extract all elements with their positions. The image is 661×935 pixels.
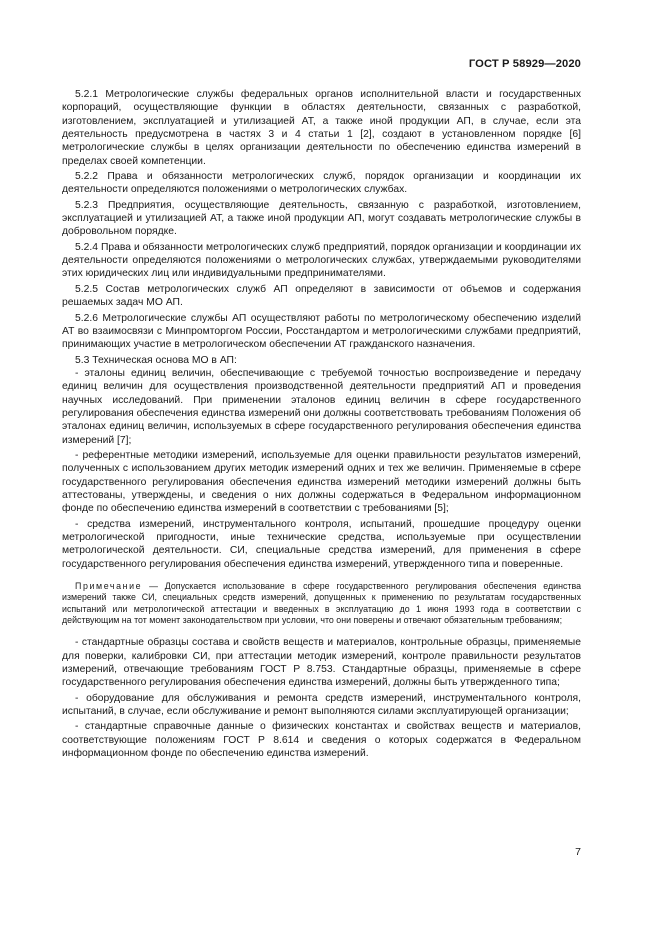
paragraph-5-2-2: 5.2.2 Права и обязанности метрологических служб, порядок организации и координации их деятельности определяются положениями о метрологических службах. (62, 171, 581, 196)
list-item-maintenance-equipment: - оборудование для обслуживания и ремонта средств измерений, инструментального контроля, испытаний, в случае, если обслуживание и ремонт выполняются силами эксплуатирующей организации; (62, 692, 581, 717)
paragraph-5-2-5: 5.2.5 Состав метрологических служб АП определяют в зависимости от объемов и содержания решаемых задач МО АП. (62, 283, 581, 309)
document-body (62, 88, 581, 762)
note-label: Примечание (75, 581, 143, 592)
paragraph-5-2-3: 5.2.3 Предприятия, осуществляющие деятельность, связанную с разработкой, изготовлением, эксплуатацией и утилизацией АТ, а также иной продукции АП, могут создавать метрологические службы в добровольном порядке. (62, 199, 581, 238)
list-item-standards: - эталоны единиц величин, обеспечивающие с требуемой точностью воспроизведение и передачу единиц величин для осуществления производственной деятельности предприятий АП и проведения научных исследований. При применении эталонов единиц величин в сфере государственного регулирования обеспечения единства измерений они должны соответствовать требованиям Положения об эталонах единиц величин, используемых в сфере государственного регулирования обеспечения единства измерений [7]; (62, 367, 581, 446)
paragraph-5-2-1: 5.2.1 Метрологические службы федеральных органов исполнительной власти и государственных корпораций, осуществляющие функции в областях деятельности, связанных с разработкой, изготовлением, эксплуатацией и утилизацией АТ, а также иной продукции АП, в случае, если эта деятельность предусмотрена в частях 3 и 4 статьи 1 [2], создают в установленном порядке [6] метрологические службы в целях организации деятельности по обеспечению единства измерений в пределах своей компетенции. (62, 89, 581, 167)
note-block (62, 581, 581, 626)
document-header: ГОСТ Р 58929—2020 (468, 58, 581, 70)
page-number: 7 (575, 846, 581, 858)
paragraph-5-3: 5.3 Техническая основа МО в АП: (75, 354, 237, 366)
paragraph-5-2-4: 5.2.4 Права и обязанности метрологических служб предприятий, порядок организации и координации их деятельности определяются положениями о метрологических службах, утверждаемыми руководителями этих юридических лиц или индивидуальными предпринимателями. (62, 241, 581, 280)
list-item-measuring-instruments: - средства измерений, инструментального контроля, испытаний, прошедшие процедуру оценки метрологической пригодности, иные технические средства, используемые при осуществлении метрологической деятельности. СИ, специальные средства измерений, для применения в сфере государственного регулирования обеспечения единства измерений, утвержденного типа и поверенные. (62, 518, 581, 570)
list-item-reference-methods: - референтные методики измерений, используемые для оценки правильности результатов измерений, полученных с использованием других методик измерений одних и тех же величин. Применяемые в сфере государственного регулирования обеспечения единства измерений методики измерений должны быть аттестованы, утверждены, и сведения о них должны содержаться в Федеральном информационном фонде по обеспечению единства измерений в соответствии с требованиями [5]; (62, 449, 581, 515)
paragraph-5-2-6: 5.2.6 Метрологические службы АП осуществляют работы по метрологическому обеспечению изделий АТ во взаимосвязи с Минпромторгом России, Росстандартом и метрологическими службами предприятий, принимающих участие в метрологическом обеспечении АТ гражданского назначения. (62, 312, 581, 351)
list-item-reference-materials: - стандартные образцы состава и свойств веществ и материалов, контрольные образцы, применяемые для поверки, калибровки СИ, при аттестации методик измерений, контроле правильности результатов измерений, отвечающие требованиям ГОСТ Р 8.753. Стандартные образцы, применяемые в сфере государственного регулирования обеспечения единства измерений, должны быть утвержденного типа; (62, 637, 581, 689)
list-item-reference-data: - стандартные справочные данные о физических константах и свойствах веществ и материалов, соответствующие положениям ГОСТ Р 8.614 и сведения о которых содержатся в Федеральном информационном фонде по обеспечению единства измерений. (62, 721, 581, 759)
note-text: — Допускается использование в сфере государственного регулирования обеспечения единства измерений также СИ, специальных средств измерений, допущенных к применению по результатам государственных испытаний или метрологической аттестации и введенных в эксплуатацию до 1 июня 1993 года в соответствии с действующим на тот момент законодательством при условии, что они поверены и отвечают обязательным требованиям; (62, 581, 581, 625)
